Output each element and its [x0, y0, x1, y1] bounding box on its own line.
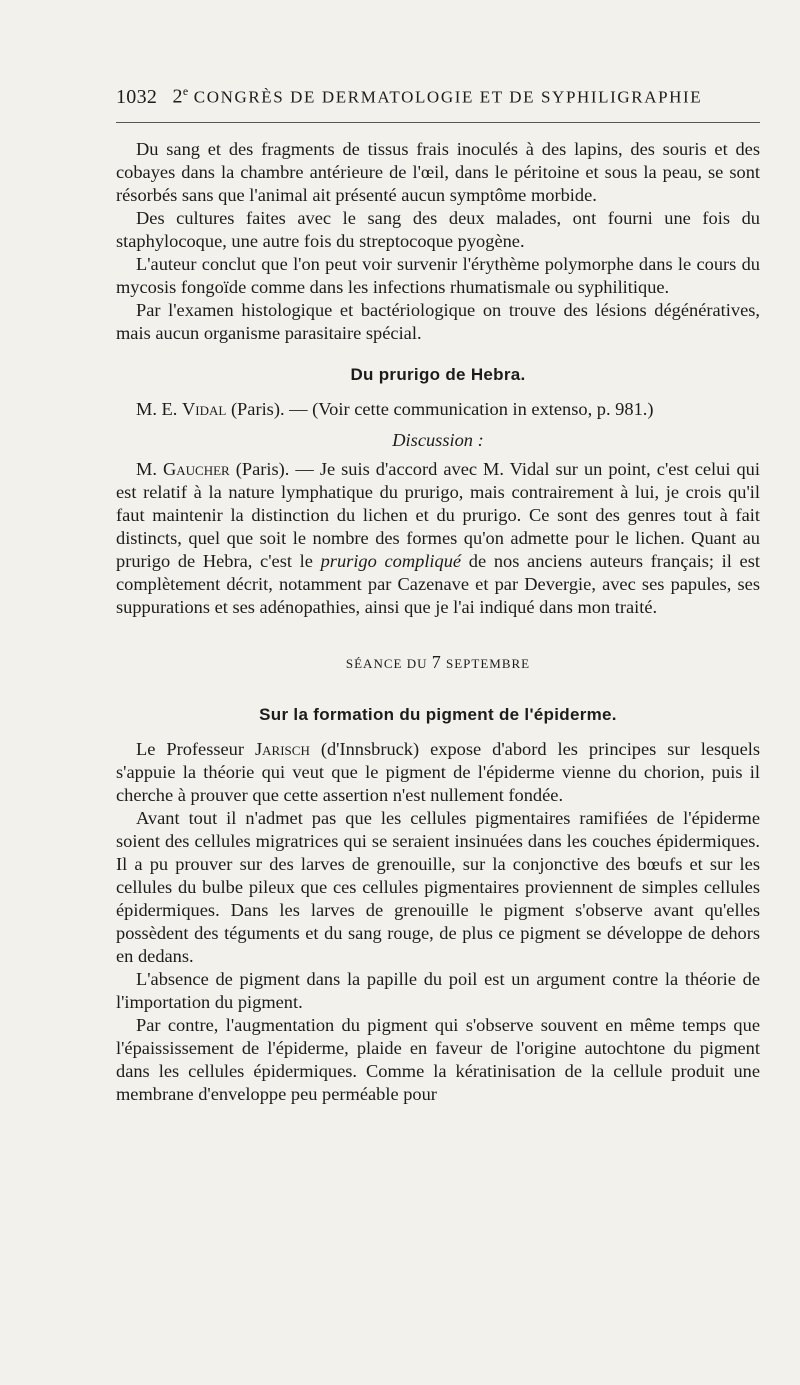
header-rule — [116, 122, 760, 123]
speaker-name: Gaucher — [162, 459, 230, 479]
paragraph-gaucher — [116, 458, 760, 619]
speaker-prefix: M. — [136, 459, 157, 479]
paragraph-text: (Paris). — Je suis d'accord avec M. Vidal sur un point, c'est celui qui est relatif à la nature lymphatique du prurigo, mais contrairement à lui, je crois qu'il faut maintenir la distinction du lichen et du prurigo. Ce sont des genres tout à fait distincts, quel que soit le nombre des formes qu'on admette pour le lichen. Quant au prurigo de Hebra, c'est le — [116, 459, 760, 571]
ordinal-suffix: e — [182, 84, 189, 98]
paragraph: Par contre, l'augmentation du pigment qui s'observe souvent en même temps que l'épaississement de l'épiderme, plaide en faveur de l'origine autochtone du pigment dans les cellules épidermiques. Comme la kératinisation de la cellule produit une membrane d'enveloppe peu perméable pour — [116, 1015, 760, 1104]
paragraph: Par l'examen histologique et bactériologique on trouve des lésions dégénératives, mais aucun organisme parasitaire spécial. — [116, 300, 760, 343]
paragraph-jarisch — [116, 738, 760, 807]
page-number: 1032 — [116, 85, 158, 108]
discussion-heading: Discussion : — [392, 430, 484, 450]
page-body — [116, 138, 760, 1106]
paragraph-vidal — [116, 398, 760, 421]
speaker-prefix: Le Professeur — [136, 739, 245, 759]
paragraph-text: (Paris). — (Voir cette communication in extenso, p. 981.) — [230, 399, 654, 419]
running-title: CONGRÈS DE DERMATOLOGIE ET DE SYPHILIGRAPHIE — [193, 87, 703, 107]
session-prefix: SÉANCE DU — [345, 656, 428, 671]
paragraph-text: (d'Innsbruck) expose d'abord les principes sur lesquels s'appuie la théorie qui veut que le pigment de l'épiderme vienne du chorion, puis il cherche à prouver que cette assertion n'est nullement fondée. — [116, 739, 761, 805]
speaker-prefix: M. E. — [136, 399, 178, 419]
paragraph: Avant tout il n'admet pas que les cellules pigmentaires ramifiées de l'épiderme soient des cellules migratrices qui se seraient insinuées dans les couches épidermiques. Il a pu prouver sur des larves de grenouille, sur la conjonctive des bœufs et sur les cellules du bulbe pileux que ces cellules pigmentaires proviennent de simples cellules épidermiques. Dans les larves de grenouille le pigment s'observe avant qu'elles possèdent des téguments et du sang rouge, de plus ce pigment se développe de dehors en dedans. — [116, 808, 760, 966]
italic-term: prurigo compliqué — [320, 551, 462, 571]
session-heading — [116, 651, 760, 675]
session-day: 7 — [431, 652, 442, 672]
session-month: SEPTEMBRE — [445, 656, 531, 671]
section-heading: Sur la formation du pigment de l'épiderme. — [259, 705, 617, 724]
section-heading: Du prurigo de Hebra. — [350, 365, 526, 384]
paragraph: Des cultures faites avec le sang des deux malades, ont fourni une fois du staphylocoque, une autre fois du streptocoque pyogène. — [116, 208, 760, 251]
running-header — [116, 84, 760, 109]
paragraph: L'absence de pigment dans la papille du poil est un argument contre la théorie de l'importation du pigment. — [116, 969, 760, 1012]
paragraph: L'auteur conclut que l'on peut voir survenir l'érythème polymorphe dans le cours du mycosis fongoïde comme dans les infections rhumatismale ou syphilitique. — [116, 254, 760, 297]
paragraph-text: de nos anciens auteurs français; il est complètement décrit, notamment par Cazenave et par Devergie, avec ses papules, ses suppurations et ses adénopathies, ainsi que je l'ai indiqué dans mon traité. — [116, 551, 760, 617]
ordinal-number: 2 — [172, 85, 183, 108]
speaker-name: Vidal — [182, 399, 227, 419]
paragraph: Du sang et des fragments de tissus frais inoculés à des lapins, des souris et des cobayes dans la chambre antérieure de l'œil, dans le péritoine et sous la peau, se sont résorbés sans que l'animal ait présenté aucun symptôme morbide. — [116, 139, 760, 205]
speaker-name: Jarisch — [255, 739, 310, 759]
